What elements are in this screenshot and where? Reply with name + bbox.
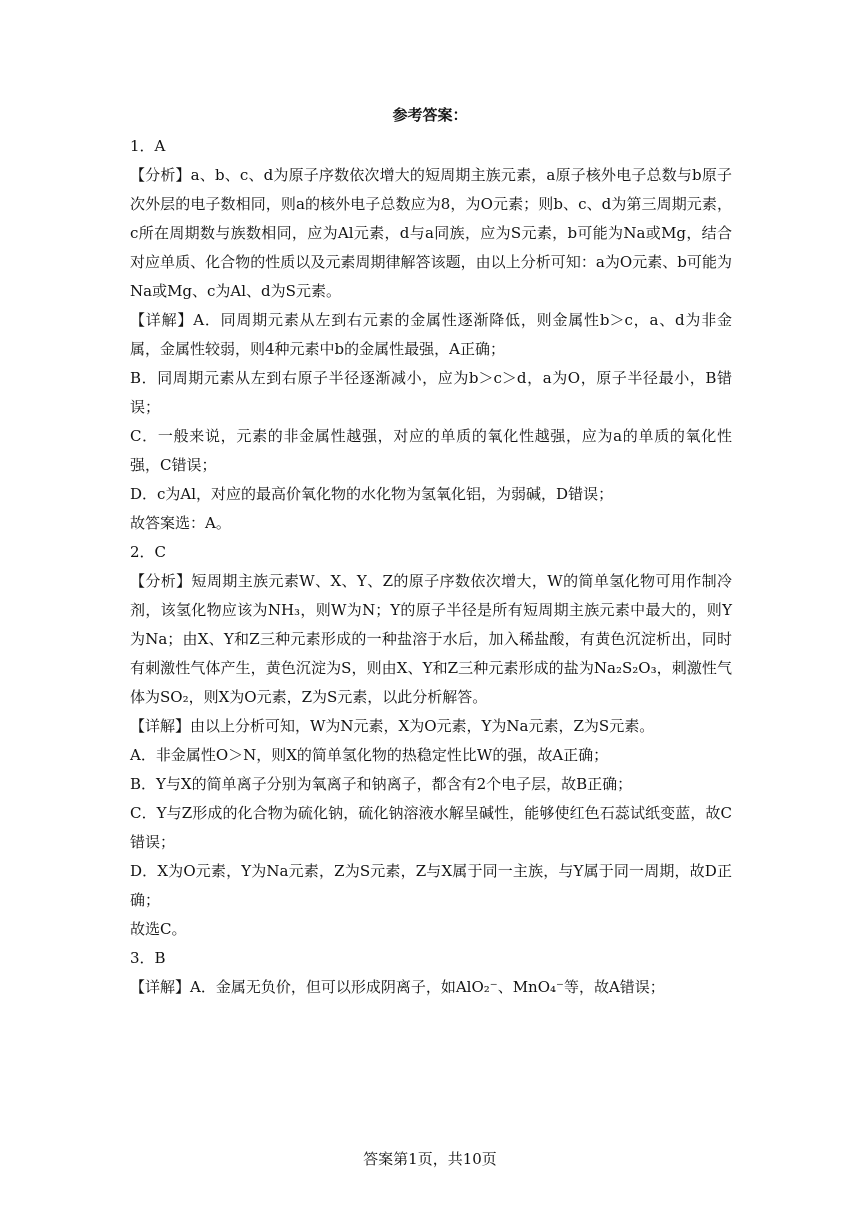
answer-1-analysis: 【分析】a、b、c、d为原子序数依次增大的短周期主族元素，a原子核外电子总数与b原子次外层的电子数相同，则a的核外电子总数应为8，为O元素；则b、c、d为第三周期元素，c所在周期数与族数相同，应为Al元素，d与a同族，应为S元素，b可能为Na或Mg，结合对应单质、化合物的性质以及元素周期律解答该题，由以上分析可知：a为O元素、b可能为Na或Mg、c为Al、d为S元素。 xyxy=(130,166,732,300)
answer-3-heading: 3．B xyxy=(130,949,166,967)
answer-title: 参考答案： xyxy=(392,106,468,124)
answer-2-analysis: 【分析】短周期主族元素W、X、Y、Z的原子序数依次增大，W的简单氢化物可用作制冷剂，该氢化物应该为NH₃，则W为N；Y的原子半径是所有短周期主族元素中最大的，则Y为Na；由X、Y和Z三种元素形成的一种盐溶于水后，加入稀盐酸，有黄色沉淀析出，同时有刺激性气体产生，黄色沉淀为S，则由X、Y和Z三种元素形成的盐为Na₂S₂O₃，刺激性气体为SO₂，则X为O元素，Z为S元素，以此分析解答。 xyxy=(130,572,732,706)
answer-1-detail-d: D．c为Al，对应的最高价氧化物的水化物为氢氧化铝，为弱碱，D错误； xyxy=(130,485,614,503)
page-footer: 答案第1页，共10页 xyxy=(363,1150,497,1168)
answer-2-option-c: C．Y与Z形成的化合物为硫化钠，硫化钠溶液水解呈碱性，能够使红色石蕊试纸变蓝，故C错误； xyxy=(130,804,732,851)
answer-2-option-b: B．Y与X的简单离子分别为氧离子和钠离子，都含有2个电子层，故B正确； xyxy=(130,775,633,793)
answer-1-detail-c: C．一般来说，元素的非金属性越强，对应的单质的氧化性越强，应为a的单质的氧化性强，C错误； xyxy=(130,427,732,474)
answer-2-heading: 2．C xyxy=(130,543,167,561)
answer-2-detail: 【详解】由以上分析可知，W为N元素，X为O元素，Y为Na元素，Z为S元素。 xyxy=(130,717,655,735)
answer-3-detail-a: 【详解】A．金属无负价，但可以形成阴离子，如AlO₂⁻、MnO₄⁻等，故A错误； xyxy=(130,978,665,996)
answer-1-conclusion: 故答案选：A。 xyxy=(130,514,231,532)
answer-content xyxy=(130,132,732,1002)
answer-2-option-a: A．非金属性O＞N，则X的简单氢化物的热稳定性比W的强，故A正确； xyxy=(130,746,609,764)
answer-2-option-d: D．X为O元素，Y为Na元素，Z为S元素，Z与X属于同一主族，与Y属于同一周期，故D正确； xyxy=(130,862,732,909)
answer-1-detail-a: 【详解】A．同周期元素从左到右元素的金属性逐渐降低，则金属性b＞c，a、d为非金属，金属性较弱，则4种元素中b的金属性最强，A正确； xyxy=(130,311,732,358)
answer-2-conclusion: 故选C。 xyxy=(130,920,187,938)
answer-1-heading: 1．A xyxy=(130,137,166,155)
answer-1-detail-b: B．同周期元素从左到右原子半径逐渐减小，应为b＞c＞d，a为O，原子半径最小，B错误； xyxy=(130,369,732,416)
